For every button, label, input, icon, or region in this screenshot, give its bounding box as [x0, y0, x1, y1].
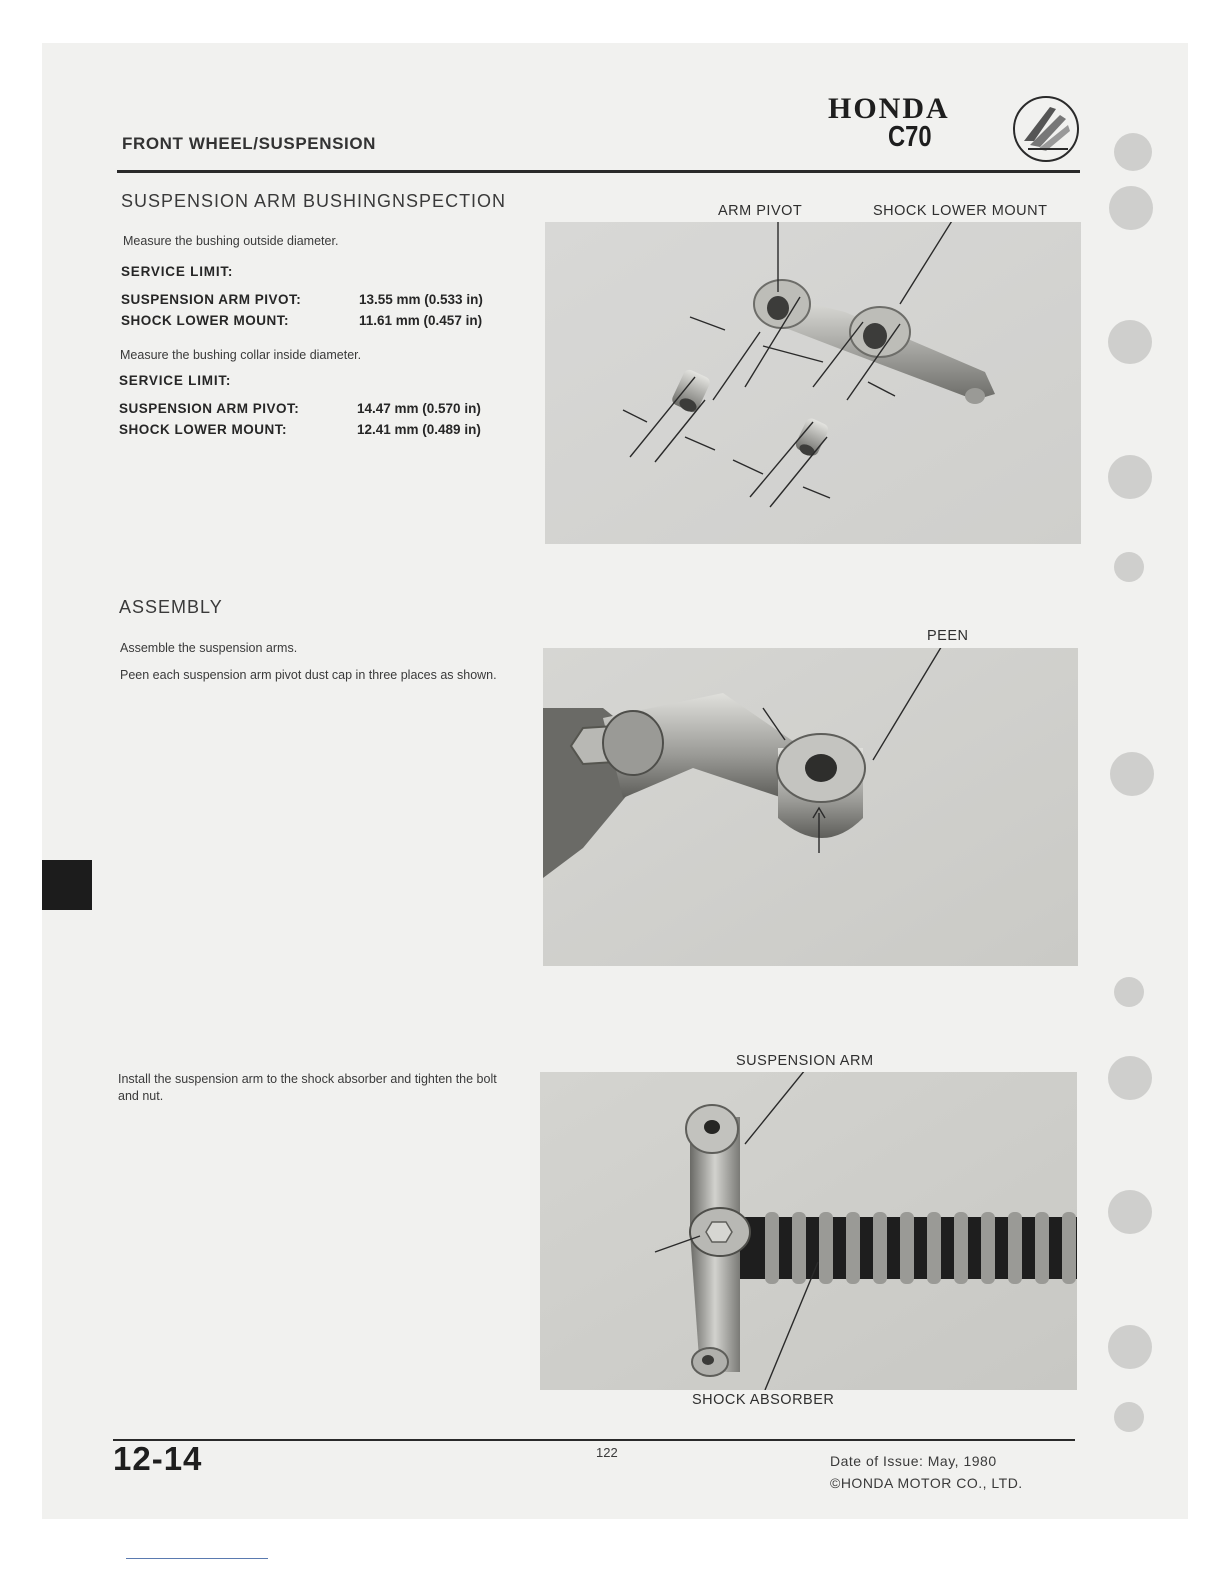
inspection-step-2: Measure the bushing collar inside diameter.: [120, 348, 362, 362]
section-title: FRONT WHEEL/SUSPENSION: [122, 134, 377, 153]
limit-2-value-mount: 12.41 mm (0.489 in): [357, 422, 481, 437]
limit-2-name-pivot: SUSPENSION ARM PIVOT:: [119, 401, 300, 416]
bushing-inspection-photo: [545, 222, 1081, 544]
chapter-tab: [42, 860, 92, 910]
shock-lower-mount-label: SHOCK LOWER MOUNT: [873, 203, 1048, 219]
assembly-heading: ASSEMBLY: [119, 597, 223, 617]
honda-wing-logo-icon: [1010, 95, 1082, 163]
brand-name: HONDA: [828, 92, 950, 125]
inspection-step-1: Measure the bushing outside diameter.: [123, 234, 339, 248]
footer-rule: [113, 1439, 1075, 1441]
limit-1-name-pivot: SUSPENSION ARM PIVOT:: [121, 292, 302, 307]
shock-absorber-label: SHOCK ABSORBER: [692, 1392, 835, 1408]
peen-photo: [543, 648, 1078, 966]
suspension-arm-label: SUSPENSION ARM: [736, 1053, 874, 1069]
limit-1-value-mount: 11.61 mm (0.457 in): [359, 313, 483, 328]
limit-2-name-mount: SHOCK LOWER MOUNT:: [119, 422, 287, 437]
center-page-number: 122: [596, 1445, 618, 1460]
limit-1-name-mount: SHOCK LOWER MOUNT:: [121, 313, 289, 328]
install-text: Install the suspension arm to the shock absorber and tighten the bolt and nut.: [118, 1072, 497, 1103]
date-of-issue: Date of Issue: May, 1980: [830, 1453, 997, 1469]
service-limit-label-2: SERVICE LIMIT:: [119, 373, 232, 388]
inspection-heading: SUSPENSION ARM BUSHINGNSPECTION: [121, 191, 507, 211]
shock-absorber-photo: [540, 1072, 1077, 1390]
limit-1-value-pivot: 13.55 mm (0.533 in): [359, 292, 483, 307]
copyright: ©HONDA MOTOR CO., LTD.: [830, 1475, 1023, 1491]
model-name: C70: [888, 121, 932, 153]
page-number: 12-14: [113, 1440, 203, 1477]
peen-label: PEEN: [927, 628, 969, 644]
limit-2-value-pivot: 14.47 mm (0.570 in): [357, 401, 481, 416]
assembly-step-1: Assemble the suspension arms.: [120, 641, 298, 655]
service-limit-label-1: SERVICE LIMIT:: [121, 264, 234, 279]
header-rule: [117, 170, 1080, 173]
arm-pivot-label: ARM PIVOT: [718, 203, 803, 219]
assembly-step-2: Peen each suspension arm pivot dust cap in three places as shown.: [120, 668, 497, 682]
underline-mark: [126, 1558, 268, 1559]
